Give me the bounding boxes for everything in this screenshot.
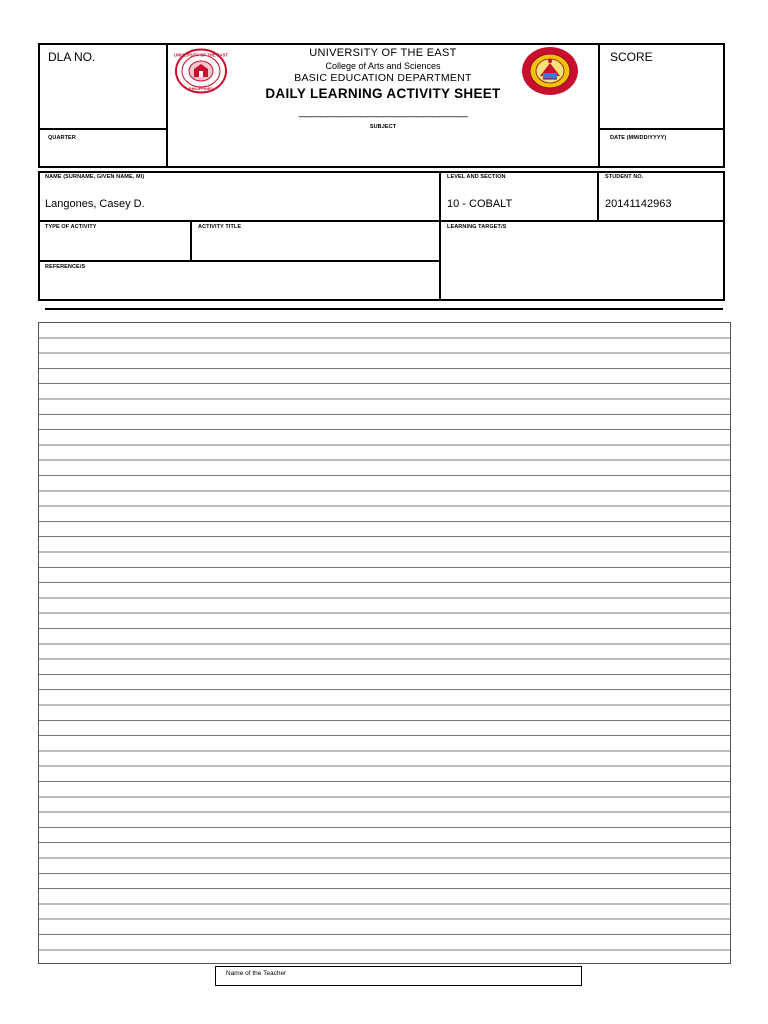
quarter-label: QUARTER [48, 135, 76, 141]
references-cell[interactable] [38, 262, 441, 301]
university-name: UNIVERSITY OF THE EAST [309, 47, 457, 59]
student-no-label: STUDENT NO. [605, 174, 644, 180]
section-divider [45, 308, 723, 310]
date-label: DATE (MM/DD/YYYY) [610, 135, 667, 141]
sheet-title: DAILY LEARNING ACTIVITY SHEET [265, 86, 501, 101]
writing-area[interactable] [38, 322, 731, 964]
activity-title-cell[interactable] [192, 222, 441, 262]
activity-type-cell[interactable] [38, 222, 192, 262]
seal-text-top: UNIVERSITY OF THE EAST [174, 52, 228, 58]
activity-title-label: ACTIVITY TITLE [198, 224, 242, 230]
subject-line: ______________________________ [298, 106, 468, 118]
quarter-cell [38, 130, 168, 168]
name-cell [38, 171, 441, 222]
score-label: SCORE [610, 50, 653, 64]
learning-target-cell[interactable] [441, 222, 725, 301]
subject-label: SUBJECT [369, 124, 397, 130]
student-no-value[interactable]: 20141142963 [605, 198, 672, 210]
level-label: LEVEL AND SECTION [447, 174, 506, 180]
student-no-cell [599, 171, 725, 222]
department-name: BASIC EDUCATION DEPARTMENT [294, 72, 472, 84]
teacher-name-box[interactable] [215, 966, 582, 986]
learning-target-label: LEARNING TARGET/S [447, 224, 507, 230]
level-value[interactable]: 10 - COBALT [447, 198, 513, 210]
level-cell [441, 171, 599, 222]
dla-label: DLA NO. [48, 50, 96, 64]
college-name: College of Arts and Sciences [325, 61, 441, 71]
name-value[interactable]: Langones, Casey D. [45, 198, 145, 210]
name-label: NAME (SURNAME, GIVEN NAME, MI) [45, 174, 145, 180]
seal-text-bottom: PHILIPPINES [189, 87, 213, 91]
references-label: REFERENCE/S [45, 264, 86, 270]
score-cell [598, 43, 725, 130]
activity-type-label: TYPE OF ACTIVITY [45, 224, 97, 230]
teacher-name-label: Name of the Teacher [226, 970, 287, 977]
date-cell [598, 130, 725, 168]
dla-cell [38, 43, 168, 130]
